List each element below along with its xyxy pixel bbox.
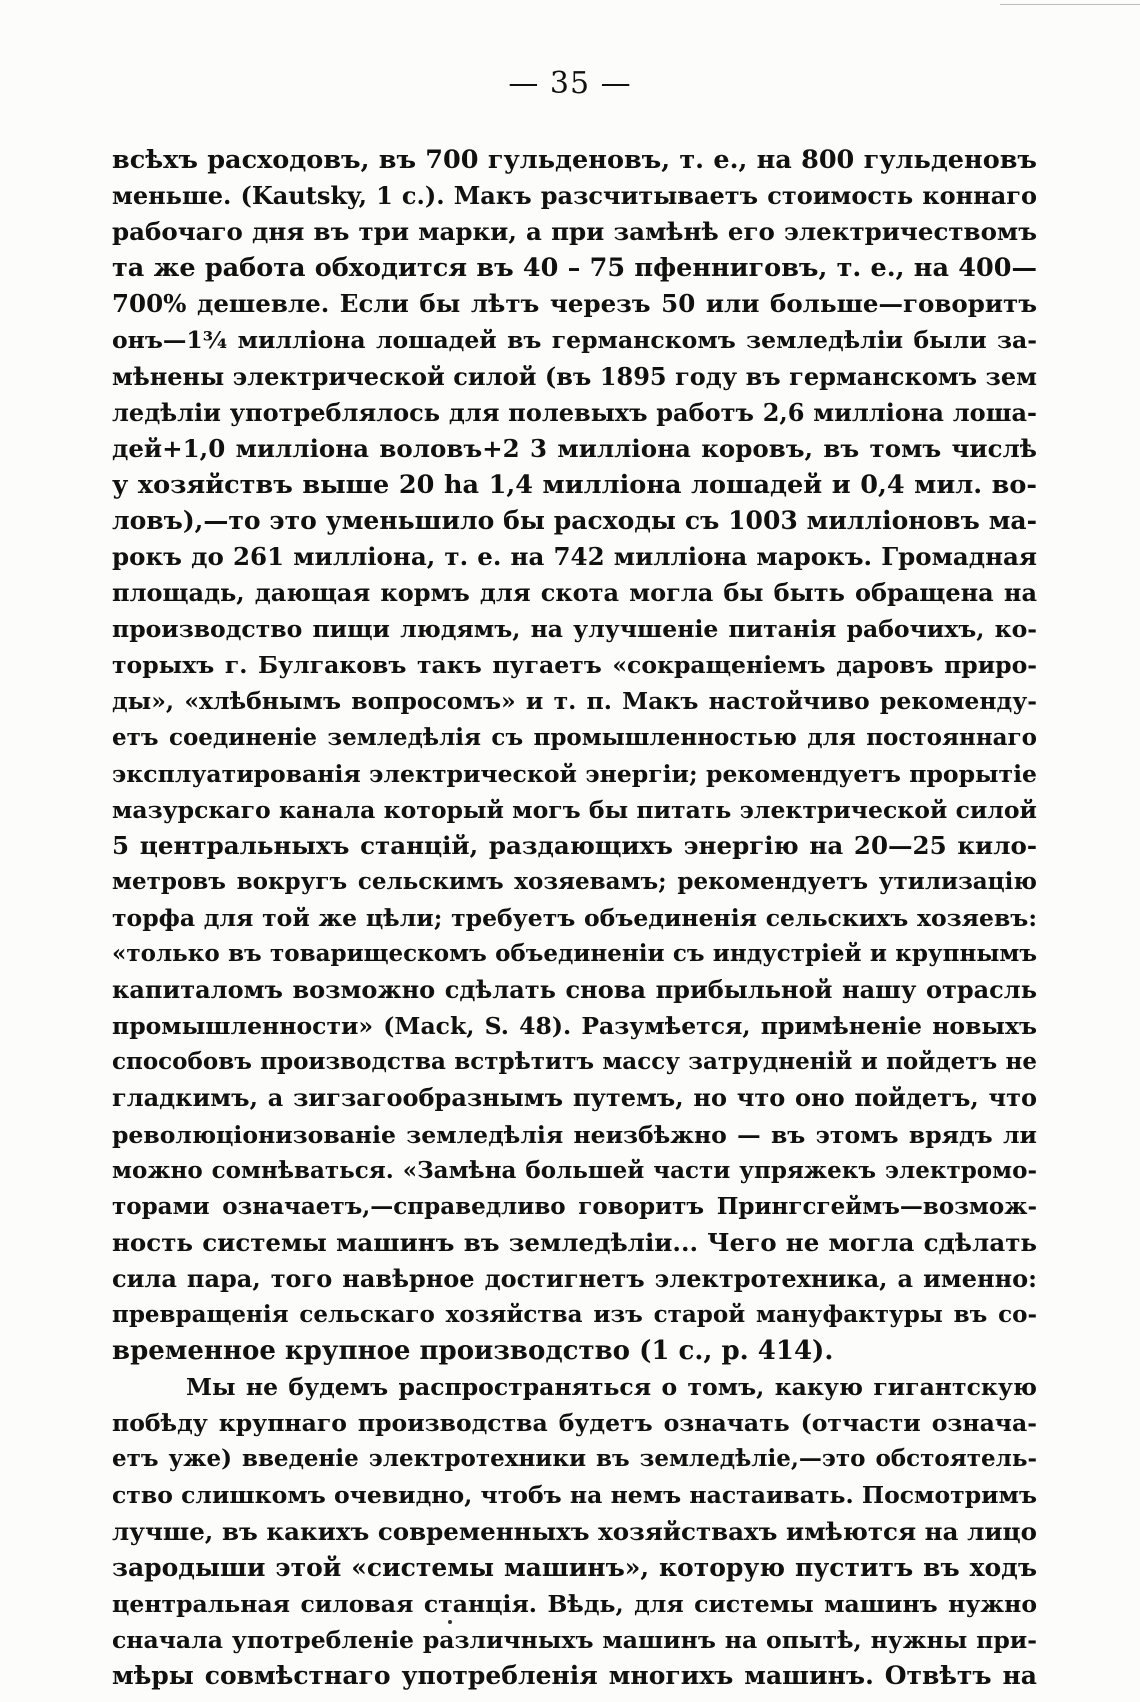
top-edge-rule (1000, 4, 1140, 5)
text-line-22: торфа для той же цѣли; требуетъ объединенія сельскихъ хозяевъ: (112, 903, 1037, 932)
text-line-18: эксплуатированія электрической энергіи; рекомендуетъ прорытіе (112, 759, 1037, 788)
text-line-6: онъ—1¾ милліона лошадей въ германскомъ земледѣліи были за- (112, 326, 1037, 355)
text-line-14: производство пищи людямъ, на улучшеніе питанія рабочихъ, ко- (112, 615, 1037, 644)
text-line-37: етъ уже) введеніе электротехники въ земледѣліе,—это обстоятель- (112, 1445, 1037, 1473)
text-line-41: центральная силовая станція. Вѣдь, для системы машинъ нужно (112, 1589, 1037, 1618)
text-line-11: ловъ),—то это уменьшило бы расходы съ 1003 милліоновъ ма- (112, 505, 1037, 535)
text-line-7: мѣнены электрической силой (въ 1895 году въ германскомъ зем (112, 361, 1037, 391)
text-line-5: 700% дешевле. Если бы лѣтъ черезъ 50 или больше—говоритъ (112, 289, 1037, 319)
text-line-38: ство слишкомъ очевидно, чтобъ на немъ настаивать. Посмотримъ (112, 1481, 1037, 1510)
page-number: — 35 — (508, 66, 632, 101)
text-line-20: 5 центральныхъ станцій, раздающихъ энергію на 20—25 кило- (112, 830, 1037, 860)
text-line-4: та же работа обходится въ 40 – 75 пфенниговъ, т. е., на 400— (112, 253, 1037, 284)
text-line-9: дей+1,0 милліона воловъ+2 3 милліона коровъ, въ томъ числѣ (112, 433, 1037, 463)
text-line-40: зародыши этой «системы машинъ», которую пуститъ въ ходъ (112, 1552, 1037, 1582)
text-line-2: меньше. (Kautsky, 1 c.). Макъ разсчитываетъ стоимость коннаго (112, 181, 1037, 211)
text-line-36: побѣду крупнаго производства будетъ означать (отчасти означа- (112, 1409, 1037, 1438)
text-line-12: рокъ до 261 милліона, т. е. на 742 милліона марокъ. Громадная (112, 542, 1037, 572)
text-line-13: площадь, дающая кормъ для скота могла бы быть обращена на (112, 578, 1037, 608)
text-line-32: сила пара, того навѣрное достигнетъ электротехника, а именно: (112, 1263, 1037, 1293)
text-line-3: рабочаго дня въ три марки, а при замѣнѣ его электричествомъ (112, 217, 1037, 247)
text-line-27: гладкимъ, а зигзагообразнымъ путемъ, но что оно пойдетъ, что (112, 1083, 1037, 1113)
body-text (112, 142, 1037, 1694)
text-line-25: промышленности» (Mack, S. 48). Разумѣется, примѣненіе новыхъ (112, 1012, 1037, 1041)
text-line-30: торами означаетъ,—справедливо говоритъ Прингсгеймъ—возмож- (112, 1192, 1037, 1220)
text-line-28: революціонизованіе земледѣлія неизбѣжно — въ этомъ врядъ ли (112, 1120, 1037, 1149)
text-line-17: етъ соединеніе земледѣлія съ промышленностью для постояннаго (112, 723, 1037, 751)
text-line-10: у хозяйствъ выше 20 ha 1,4 милліона лошадей и 0,4 мил. во- (112, 469, 1037, 500)
text-line-15: торыхъ г. Булгаковъ такъ пугаетъ «сокращеніемъ даровъ приро- (112, 651, 1037, 680)
text-line-29: можно сомнѣваться. «Замѣна большей части упряжекъ электромо- (112, 1156, 1037, 1184)
print-speck (448, 1620, 452, 1624)
text-line-43: мѣры совмѣстнаго употребленія многихъ машинъ. Отвѣтъ на (112, 1660, 1037, 1690)
text-line-23: «только въ товарищескомъ объединеніи съ индустріей и крупнымъ (112, 940, 1037, 968)
text-line-26: способовъ производства встрѣтитъ массу затрудненій и пойдетъ не (112, 1048, 1037, 1076)
text-line-24: капиталомъ возможно сдѣлать снова прибыльной нашу отрасль (112, 975, 1037, 1005)
text-line-19: мазурскаго канала который могъ бы питать электрической силой (112, 795, 1037, 824)
text-line-21: метровъ вокругъ сельскимъ хозяевамъ; рекомендуетъ утилизацію (112, 867, 1037, 895)
text-line-16: ды», «хлѣбнымъ вопросомъ» и т. п. Макъ настойчиво рекоменду- (112, 687, 1037, 716)
text-line-35: Мы не будемъ распространяться о томъ, какую гигантскую (186, 1373, 1037, 1402)
text-line-31: ность системы машинъ въ земледѣліи... Чего не могла сдѣлать (112, 1227, 1037, 1257)
text-line-42: сначала употребленіе различныхъ машинъ на опытѣ, нужны при- (112, 1625, 1037, 1654)
text-line-1: всѣхъ расходовъ, въ 700 гульденовъ, т. е., на 800 гульденовъ (112, 145, 1037, 175)
text-line-39: лучше, въ какихъ современныхъ хозяйствахъ имѣются на лицо (112, 1516, 1037, 1546)
text-line-8: ледѣліи употреблялось для полевыхъ работъ 2,6 милліона лоша- (112, 397, 1037, 427)
text-line-33: превращенія сельскаго хозяйства изъ старой мануфактуры въ со- (112, 1301, 1037, 1328)
text-line-34: временное крупное производство (1 c., p. 414). (112, 1336, 834, 1367)
